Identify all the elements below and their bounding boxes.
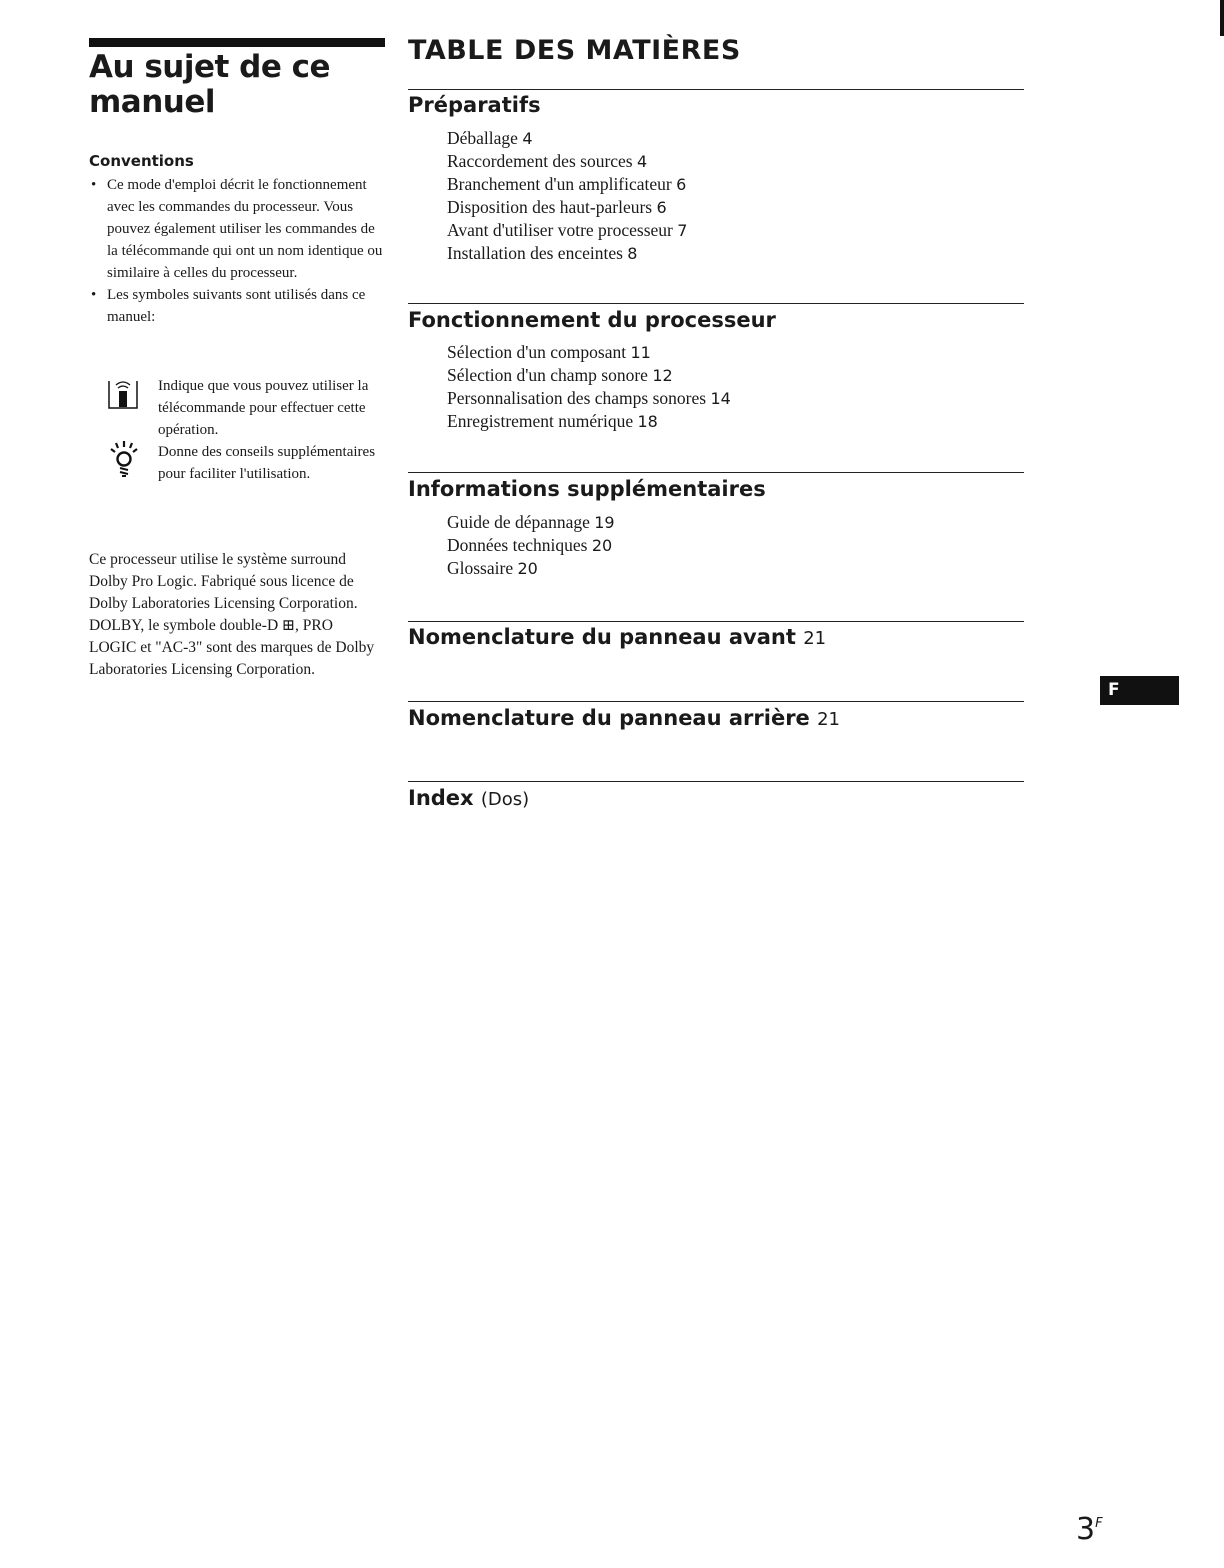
section-title-preparatifs: Préparatifs (408, 93, 541, 117)
lightbulb-icon (107, 441, 139, 473)
section-title-index[interactable]: Index (Dos) (408, 786, 530, 810)
symbol-remote-text: Indique que vous pouvez utiliser la télécommande pour effectuer cette opération. (158, 378, 369, 438)
page-number: $3^F$ (1076, 1512, 1103, 1547)
toc-entry[interactable]: Raccordement des sources 4 (447, 151, 648, 171)
toc-entry[interactable]: Disposition des haut-parleurs 6 (447, 197, 667, 217)
dolby-notice: Ce processeur utilise le système surround Dolby Pro Logic. Fabriqué sous licence de Dolby Laboratories Licensing Corporation. DOLBY, le symbole double-D ⊞, PRO LOGIC et "AC-3" sont des marques de Dolby Laboratories Licensing Corporation. (89, 551, 375, 678)
toc-entry[interactable]: Guide de dépannage 19 (447, 512, 615, 532)
toc-entry[interactable]: Branchement d'un amplificateur 6 (447, 174, 687, 194)
title-rule (89, 38, 385, 47)
manual-title: Au sujet de ce manuel (89, 49, 331, 120)
section-entries-informations (447, 511, 615, 580)
toc-entry[interactable]: Installation des enceintes 8 (447, 243, 638, 263)
toc-entry[interactable]: Avant d'utiliser votre processeur 7 (447, 220, 688, 240)
section-title-panneau-arriere[interactable]: Nomenclature du panneau arrière 21 (408, 706, 841, 730)
divider (408, 781, 1024, 782)
edge-mark (1220, 0, 1224, 36)
section-title-panneau-avant[interactable]: Nomenclature du panneau avant 21 (408, 625, 827, 649)
divider (408, 303, 1024, 304)
toc-entry[interactable]: Données techniques 20 (447, 535, 613, 555)
toc-entry[interactable]: Glossaire 20 (447, 558, 538, 578)
toc-entry[interactable]: Déballage 4 (447, 128, 533, 148)
list-item: • Les symboles suivants sont utilisés dans ce manuel: (91, 287, 366, 325)
divider (408, 472, 1024, 473)
divider (408, 701, 1024, 702)
section-entries-preparatifs (447, 127, 687, 265)
conventions-heading: Conventions (89, 152, 194, 170)
toc-entry[interactable]: Sélection d'un composant 11 (447, 342, 651, 362)
conventions-list (89, 174, 389, 328)
symbol-tip-text: Donne des conseils supplémentaires pour faciliter l'utilisation. (158, 444, 376, 482)
list-item: • Ce mode d'emploi décrit le fonctionnement avec les commandes du processeur. Vous pouvez également utiliser les commandes de la télécommande qui ont un nom identique ou similaire à celles du processeur. (91, 177, 383, 281)
toc-entry[interactable]: Enregistrement numérique 18 (447, 411, 658, 431)
section-title-fonctionnement: Fonctionnement du processeur (408, 308, 776, 332)
divider (408, 89, 1024, 90)
section-title-informations: Informations supplémentaires (408, 477, 766, 501)
divider (408, 621, 1024, 622)
language-tab: F (1100, 676, 1179, 705)
toc-entry[interactable]: Personnalisation des champs sonores 14 (447, 388, 731, 408)
section-entries-fonctionnement (447, 341, 731, 433)
remote-control-icon (107, 375, 139, 407)
toc-title: TABLE DES MATIÈRES (408, 35, 741, 66)
toc-entry[interactable]: Sélection d'un champ sonore 12 (447, 365, 673, 385)
